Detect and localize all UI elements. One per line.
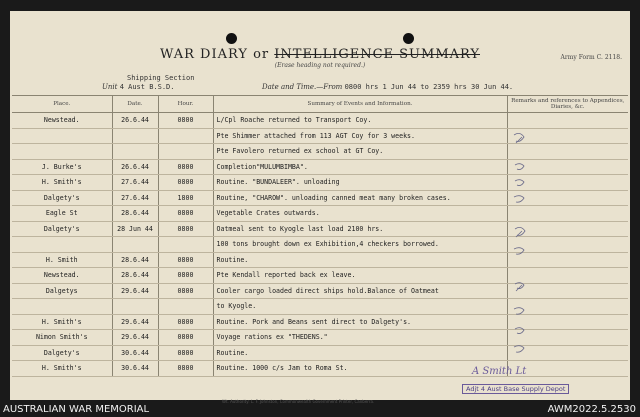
column-header: Remarks and references to Appendices, Diaries, &c. — [507, 96, 628, 113]
table-row — [12, 299, 628, 315]
cell-summary: Pte Favolero returned ex school at GT Coy. — [213, 144, 507, 160]
table-body — [12, 113, 628, 377]
cell-date — [112, 144, 158, 160]
unit-section: Shipping Section — [127, 74, 195, 82]
cell-place: Newstead. — [12, 113, 112, 129]
unit-block — [102, 74, 194, 92]
column-header: Place. — [12, 96, 112, 113]
cell-place: H. Smith's — [12, 361, 112, 377]
cell-place: Eagle St — [12, 206, 112, 222]
cell-hour — [158, 144, 213, 160]
cell-date: 27.6.44 — [112, 175, 158, 191]
cell-summary: Cooler cargo loaded direct ships hold.Balance of Oatmeat — [213, 283, 507, 299]
table-row — [12, 330, 628, 346]
table-row — [12, 159, 628, 175]
cell-date: 29.6.44 — [112, 314, 158, 330]
cell-date: 30.6.44 — [112, 361, 158, 377]
cell-summary: Routine. "BUNDALEER". unloading — [213, 175, 507, 191]
cell-summary: Pte Shimmer attached from 113 AGT Coy for 3 weeks. — [213, 128, 507, 144]
cell-summary: Oatmeal sent to Kyogle last load 2100 hrs. — [213, 221, 507, 237]
cell-hour: 0800 — [158, 283, 213, 299]
cell-place: Dalgetys — [12, 283, 112, 299]
title-prefix: WAR DIARY or — [160, 47, 270, 62]
table-row — [12, 144, 628, 160]
cell-summary: L/Cpl Roache returned to Transport Coy. — [213, 113, 507, 129]
diary-table — [12, 95, 628, 377]
table-row — [12, 175, 628, 191]
punch-hole-left — [226, 33, 237, 44]
cell-date: 28.6.44 — [112, 206, 158, 222]
table-row — [12, 190, 628, 206]
cell-date: 28 Jun 44 — [112, 221, 158, 237]
table-row — [12, 345, 628, 361]
date-time-range — [262, 83, 513, 91]
cell-hour: 0800 — [158, 268, 213, 284]
cell-place: Dalgety's — [12, 221, 112, 237]
cell-place: Nimon Smith's — [12, 330, 112, 346]
table-row — [12, 361, 628, 377]
table-row — [12, 221, 628, 237]
cell-place — [12, 299, 112, 315]
adjutant-stamp: Adjt 4 Aust Base Supply Depot — [462, 384, 569, 394]
cell-date: 28.6.44 — [112, 252, 158, 268]
page-title — [10, 47, 630, 62]
erase-note: (Erase heading not required.) — [274, 62, 366, 69]
cell-hour: 0800 — [158, 175, 213, 191]
cell-date: 29.6.44 — [112, 283, 158, 299]
cell-summary: to Kyogle. — [213, 299, 507, 315]
printer-authority: Wt. Authority: L. F. Johnston, Commonwealth Government Printer, Canberra. — [222, 399, 375, 404]
cell-summary: Vegetable Crates outwards. — [213, 206, 507, 222]
cell-hour — [158, 237, 213, 253]
army-form-text: Army Form C. 2118. — [560, 54, 622, 61]
cell-date: 30.6.44 — [112, 345, 158, 361]
punch-hole-right — [403, 33, 414, 44]
cell-date — [112, 128, 158, 144]
cell-summary: 100 tons brought down ex Exhibition,4 checkers borrowed. — [213, 237, 507, 253]
cell-place: J. Burke's — [12, 159, 112, 175]
table-row — [12, 252, 628, 268]
table-row — [12, 268, 628, 284]
army-form-label — [561, 54, 622, 62]
cell-hour: 0800 — [158, 252, 213, 268]
cell-hour: 0800 — [158, 330, 213, 346]
cell-hour: 0800 — [158, 159, 213, 175]
cell-summary: Routine. — [213, 345, 507, 361]
cell-hour — [158, 128, 213, 144]
unit-prefix: Unit — [102, 83, 118, 91]
table-row — [12, 283, 628, 299]
handwritten-tick-marks — [510, 129, 534, 369]
cell-summary: Routine. Pork and Beans sent direct to Dalgety's. — [213, 314, 507, 330]
cell-place — [12, 128, 112, 144]
cell-place: H. Smith's — [12, 175, 112, 191]
cell-place — [12, 237, 112, 253]
cell-hour — [158, 299, 213, 315]
table-row — [12, 206, 628, 222]
table-row — [12, 113, 628, 129]
cell-hour: 0800 — [158, 345, 213, 361]
cell-hour: 0800 — [158, 314, 213, 330]
cell-date: 28.6.44 — [112, 268, 158, 284]
caption-accession-number: AWM2022.5.2530 — [547, 404, 636, 415]
caption-institution: AUSTRALIAN WAR MEMORIAL — [3, 404, 150, 415]
column-header: Summary of Events and Information. — [213, 96, 507, 113]
cell-hour: 0800 — [158, 206, 213, 222]
column-header: Hour. — [158, 96, 213, 113]
table-row — [12, 314, 628, 330]
cell-date: 26.6.44 — [112, 113, 158, 129]
cell-hour: 1800 — [158, 190, 213, 206]
cell-place: Dalgety's — [12, 345, 112, 361]
cell-date: 29.6.44 — [112, 330, 158, 346]
cell-hour: 0800 — [158, 221, 213, 237]
cell-hour: 0800 — [158, 361, 213, 377]
cell-summary: Routine. — [213, 252, 507, 268]
unit-name: 4 Aust B.S.D. — [119, 83, 175, 91]
cell-hour: 0800 — [158, 113, 213, 129]
cell-date — [112, 299, 158, 315]
cell-summary: Routine, "CHAROW". unloading canned meat many broken cases. — [213, 190, 507, 206]
cell-date: 27.6.44 — [112, 190, 158, 206]
signature: A Smith Lt — [472, 366, 527, 377]
datetime-value: 0800 hrs 1 Jun 44 to 2359 hrs 30 Jun 44. — [344, 83, 514, 91]
cell-place — [12, 144, 112, 160]
cell-summary: Completion"MULUMBIMBA". — [213, 159, 507, 175]
cell-summary: Pte Kendall reported back ex leave. — [213, 268, 507, 284]
table-header-row — [12, 96, 628, 113]
cell-place: Dalgety's — [12, 190, 112, 206]
cell-place: H. Smith's — [12, 314, 112, 330]
table-row — [12, 128, 628, 144]
column-header: Date. — [112, 96, 158, 113]
diary-sheet — [10, 11, 630, 404]
cell-place: H. Smith — [12, 252, 112, 268]
cell-remarks — [507, 113, 628, 129]
cell-place: Newstead. — [12, 268, 112, 284]
cell-summary: Routine. 1000 c/s Jam to Roma St. — [213, 361, 507, 377]
title-struck: INTELLIGENCE SUMMARY — [274, 47, 480, 62]
datetime-prefix: Date and Time.—From — [262, 83, 343, 91]
cell-summary: Voyage rations ex "THEDENS." — [213, 330, 507, 346]
cell-date: 26.6.44 — [112, 159, 158, 175]
table-row — [12, 237, 628, 253]
cell-date — [112, 237, 158, 253]
